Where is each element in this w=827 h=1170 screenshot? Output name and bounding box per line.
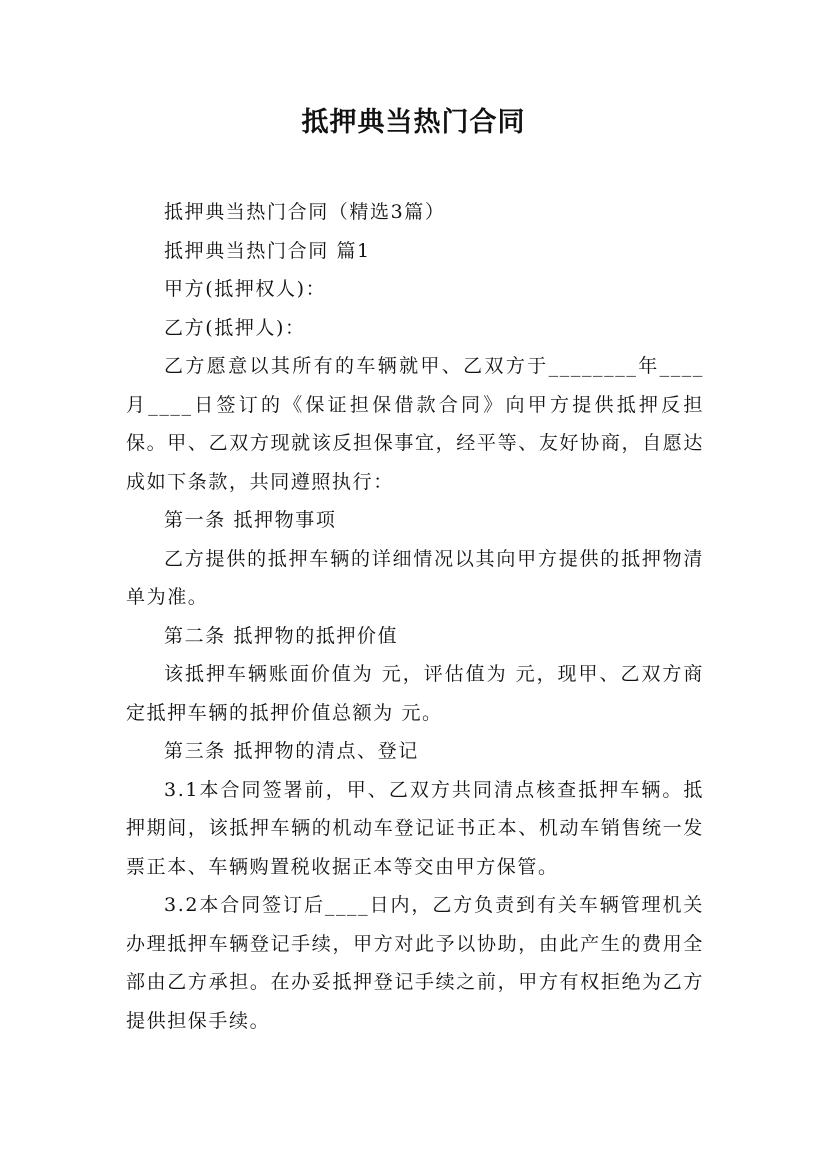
paragraph-article-1-heading: 第一条 抵押物事项 (164, 509, 337, 531)
paragraph-party-b: 乙方(抵押人)： (164, 316, 306, 339)
paragraph-article-3-heading: 第三条 抵押物的清点、登记 (164, 740, 419, 762)
paragraph-party-a: 甲方(抵押权人)： (164, 278, 327, 300)
paragraph-heading: 抵押典当热门合同 篇1 (164, 239, 371, 262)
paragraph-article-3-2: 3.2本合同签订后____日内，乙方负责到有关车辆管理机关办理抵押车辆登记手续，甲方对此予以协助，由此产生的费用全部由乙方承担。在办妥抵押登记手续之前，甲方有权拒绝为乙方提供担保手续。 (126, 894, 704, 1032)
paragraph-article-3-1: 3.1本合同签署前，甲、乙双方共同清点核查抵押车辆。抵押期间，该抵押车辆的机动车登记证书正本、机动车销售统一发票正本、车辆购置税收据正本等交由甲方保管。 (126, 778, 704, 878)
paragraph-subtitle: 抵押典当热门合同（精选3篇） (164, 201, 446, 223)
document-body (126, 193, 704, 1040)
paragraph-article-1-body: 乙方提供的抵押车辆的详细情况以其向甲方提供的抵押物清单为准。 (126, 547, 704, 608)
document-title: 抵押典当热门合同 (301, 107, 526, 138)
paragraph-article-2-heading: 第二条 抵押物的抵押价值 (164, 624, 399, 647)
paragraph-article-2-body: 该抵押车辆账面价值为 元，评估值为 元，现甲、乙双方商定抵押车辆的抵押价值总额为 元。 (126, 663, 704, 724)
paragraph-preamble: 乙方愿意以其所有的车辆就甲、乙双方于________年____月____日签订的《保证担保借款合同》向甲方提供抵押反担保。甲、乙双方现就该反担保事宜，经平等、友好协商，自愿达成如下条款，共同遵照执行： (126, 355, 704, 493)
